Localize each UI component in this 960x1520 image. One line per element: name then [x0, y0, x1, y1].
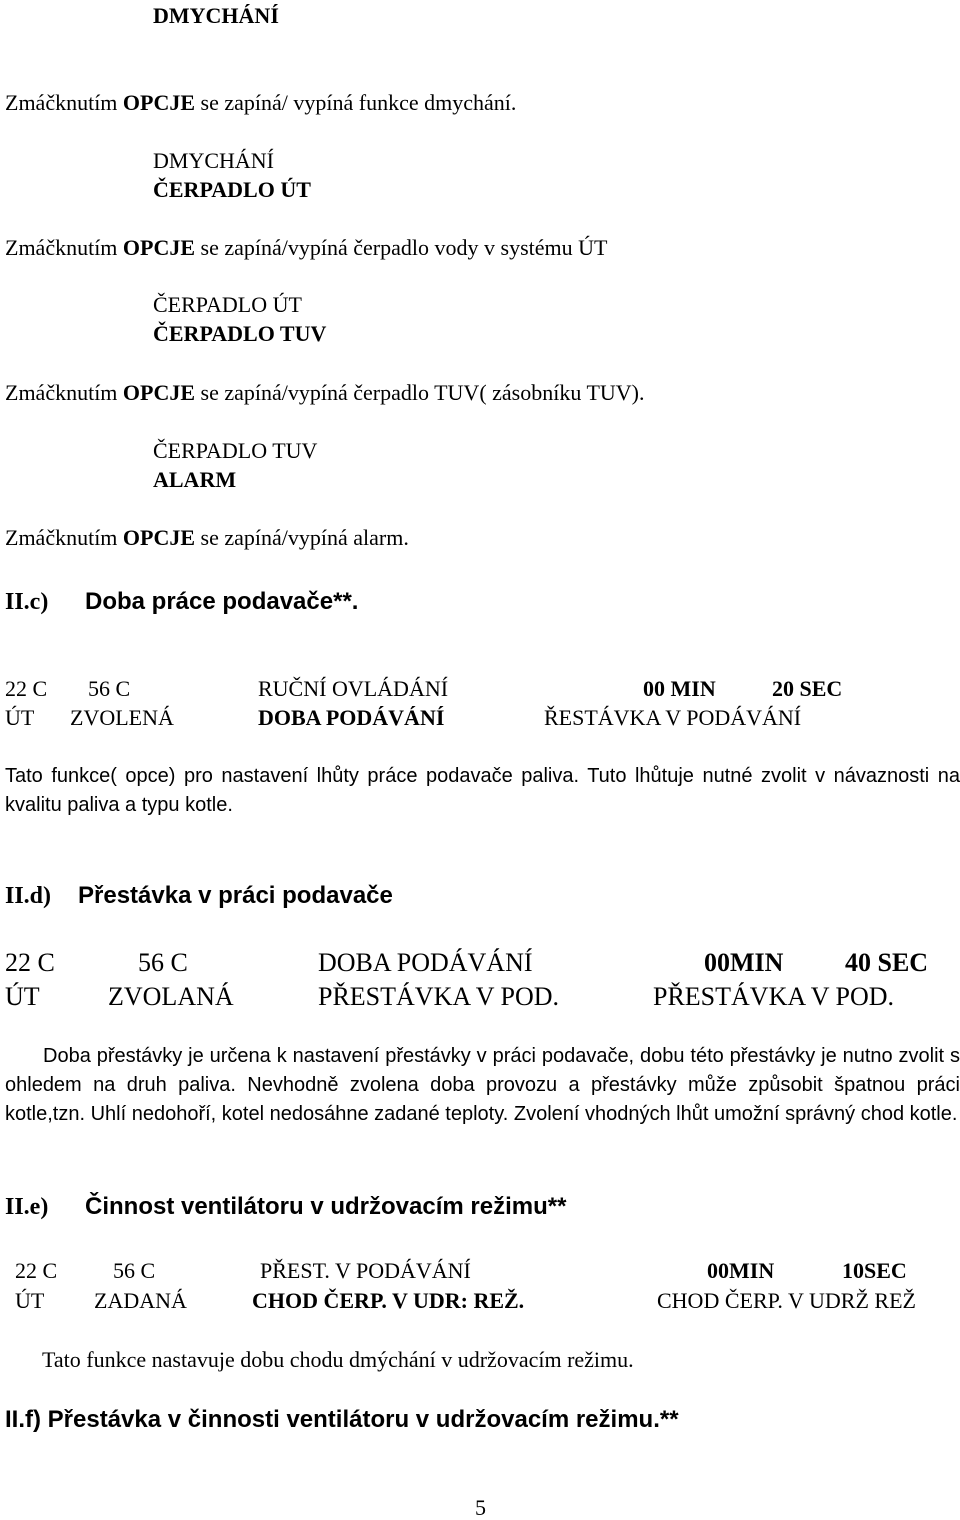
display-line: DMYCHÁNÍ [153, 148, 274, 173]
display-value: 22 C [15, 1258, 58, 1283]
section-heading: Doba práce podavače**. [85, 588, 359, 615]
display-value: RUČNÍ OVLÁDÁNÍ [258, 676, 449, 701]
display-value: 20 SEC [772, 676, 843, 701]
para-e: Tato funkce nastavuje dobu chodu dmýchání v udržovacím režimu. [42, 1347, 634, 1372]
para-dmychani: Zmáčknutím OPCJE se zapíná/ vypíná funkce dmychání. [5, 90, 517, 115]
display-value: DOBA PODÁVÁNÍ [318, 948, 533, 977]
para-alarm: Zmáčknutím OPCJE se zapíná/vypíná alarm. [5, 525, 409, 550]
section-title: DMYCHÁNÍ [153, 3, 279, 28]
display-value: ÚT [5, 982, 40, 1011]
display-value: ZVOLENÁ [70, 705, 174, 730]
section-heading: II.f) Přestávka v činnosti ventilátoru v udržovacím režimu.** [5, 1406, 679, 1433]
display-value: ŘESTÁVKA V PODÁVÁNÍ [544, 705, 802, 730]
display-value: 00MIN [704, 948, 784, 977]
display-line: ČERPADLO ÚT [153, 292, 302, 317]
display-value: ÚT [5, 705, 35, 730]
para-c: Tato funkce( opce) pro nastavení lhůty práce podavače paliva. Tuto lhůtuje nutné zvolit v návaznosti na kvalitu paliva a typu kotle. [5, 765, 960, 816]
display-value: 40 SEC [845, 948, 929, 977]
section-heading: Přestávka v práci podavače [78, 882, 393, 909]
section-number: II.c) [5, 589, 49, 615]
display-value: PŘEST. V PODÁVÁNÍ [260, 1258, 471, 1283]
display-value: CHOD ČERP. V UDRŽ REŽ [657, 1288, 916, 1313]
para-cerpadlo-ut: Zmáčknutím OPCJE se zapíná/vypíná čerpadlo vody v systému ÚT [5, 235, 608, 260]
section-heading: Činnost ventilátoru v udržovacím režimu** [85, 1193, 567, 1220]
para-d: Doba přestávky je určena k nastavení přestávky v práci podavače, dobu této přestávky je nutno zvolit s ohledem na druh paliva. Nevhodně zvolena doba provozu a přestávky může způsobit špatnou práci kotle,tzn. Uhlí nedohoří, kotel nedosáhne zadané teploty. Zvolení vhodných lhůt umožní správný chod kotle. [5, 1045, 960, 1125]
display-value: 56 C [138, 948, 188, 977]
display-value: 10SEC [842, 1258, 907, 1283]
display-value: 56 C [113, 1258, 156, 1283]
display-value: ZVOLANÁ [108, 982, 234, 1011]
display-value: 22 C [5, 676, 48, 701]
display-value: DOBA PODÁVÁNÍ [258, 705, 445, 730]
display-value: 00 MIN [643, 676, 716, 701]
display-line: ČERPADLO TUV [153, 438, 318, 463]
display-value: 22 C [5, 948, 55, 977]
display-line: ČERPADLO ÚT [153, 177, 311, 202]
display-value: CHOD ČERP. V UDR: REŽ. [252, 1288, 525, 1313]
display-value: ÚT [15, 1288, 45, 1313]
display-value: 56 C [88, 676, 131, 701]
display-value: PŘESTÁVKA V POD. [318, 982, 560, 1011]
section-number: II.d) [5, 883, 52, 909]
display-line: ALARM [153, 467, 237, 492]
page-number: 5 [475, 1495, 486, 1520]
para-cerpadlo-tuv: Zmáčknutím OPCJE se zapíná/vypíná čerpadlo TUV( zásobníku TUV). [5, 380, 645, 405]
display-value: PŘESTÁVKA V POD. [653, 982, 895, 1011]
display-line: ČERPADLO TUV [153, 321, 327, 346]
display-value: ZADANÁ [94, 1288, 187, 1313]
section-number: II.e) [5, 1194, 49, 1220]
display-value: 00MIN [707, 1258, 775, 1283]
